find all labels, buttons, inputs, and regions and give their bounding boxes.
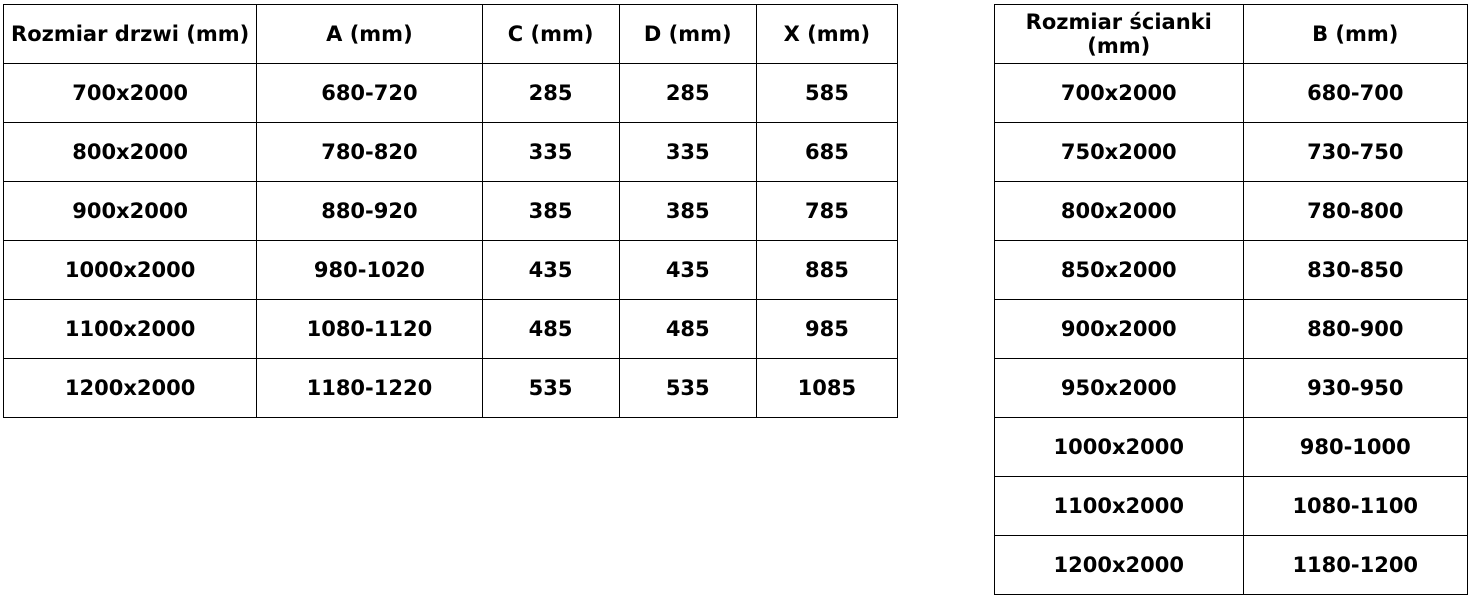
table-row xyxy=(995,418,1468,477)
table-row xyxy=(4,64,898,123)
cell-wall-size: 850x2000 xyxy=(995,241,1244,300)
cell-b: 680-700 xyxy=(1243,64,1467,123)
cell-wall-size: 750x2000 xyxy=(995,123,1244,182)
table-row xyxy=(995,536,1468,595)
table-row xyxy=(995,182,1468,241)
cell-a: 780-820 xyxy=(257,123,482,182)
cell-c: 535 xyxy=(482,359,619,418)
table-row xyxy=(995,477,1468,536)
column-header-a: A (mm) xyxy=(257,5,482,64)
cell-x: 985 xyxy=(756,300,897,359)
cell-x: 585 xyxy=(756,64,897,123)
table-row xyxy=(4,359,898,418)
column-header-door-size: Rozmiar drzwi (mm) xyxy=(4,5,257,64)
cell-wall-size: 800x2000 xyxy=(995,182,1244,241)
column-header-x: X (mm) xyxy=(756,5,897,64)
table-row xyxy=(995,123,1468,182)
cell-b: 980-1000 xyxy=(1243,418,1467,477)
cell-x: 885 xyxy=(756,241,897,300)
cell-d: 285 xyxy=(619,64,756,123)
cell-b: 930-950 xyxy=(1243,359,1467,418)
table-header-row xyxy=(995,5,1468,64)
cell-b: 1180-1200 xyxy=(1243,536,1467,595)
table-header-row xyxy=(4,5,898,64)
cell-door-size: 1000x2000 xyxy=(4,241,257,300)
cell-door-size: 1100x2000 xyxy=(4,300,257,359)
cell-x: 785 xyxy=(756,182,897,241)
table-row xyxy=(4,123,898,182)
cell-a: 980-1020 xyxy=(257,241,482,300)
cell-c: 485 xyxy=(482,300,619,359)
cell-c: 335 xyxy=(482,123,619,182)
cell-x: 1085 xyxy=(756,359,897,418)
cell-b: 830-850 xyxy=(1243,241,1467,300)
cell-door-size: 700x2000 xyxy=(4,64,257,123)
cell-d: 335 xyxy=(619,123,756,182)
column-header-b: B (mm) xyxy=(1243,5,1467,64)
column-header-c: C (mm) xyxy=(482,5,619,64)
table-row xyxy=(4,182,898,241)
cell-b: 880-900 xyxy=(1243,300,1467,359)
cell-b: 780-800 xyxy=(1243,182,1467,241)
table-row xyxy=(995,359,1468,418)
door-sizes-table xyxy=(3,4,898,418)
cell-b: 730-750 xyxy=(1243,123,1467,182)
cell-d: 485 xyxy=(619,300,756,359)
table-row xyxy=(995,64,1468,123)
cell-a: 1180-1220 xyxy=(257,359,482,418)
cell-d: 435 xyxy=(619,241,756,300)
cell-d: 535 xyxy=(619,359,756,418)
cell-wall-size: 700x2000 xyxy=(995,64,1244,123)
table-row xyxy=(4,300,898,359)
cell-a: 1080-1120 xyxy=(257,300,482,359)
cell-x: 685 xyxy=(756,123,897,182)
cell-wall-size: 1100x2000 xyxy=(995,477,1244,536)
table-row xyxy=(995,300,1468,359)
cell-c: 285 xyxy=(482,64,619,123)
cell-c: 385 xyxy=(482,182,619,241)
cell-a: 680-720 xyxy=(257,64,482,123)
table-row xyxy=(995,241,1468,300)
cell-wall-size: 950x2000 xyxy=(995,359,1244,418)
cell-a: 880-920 xyxy=(257,182,482,241)
table-row xyxy=(4,241,898,300)
cell-b: 1080-1100 xyxy=(1243,477,1467,536)
cell-wall-size: 900x2000 xyxy=(995,300,1244,359)
wall-sizes-table xyxy=(994,4,1468,595)
cell-c: 435 xyxy=(482,241,619,300)
column-header-wall-size: Rozmiar ścianki (mm) xyxy=(995,5,1244,64)
cell-d: 385 xyxy=(619,182,756,241)
cell-wall-size: 1200x2000 xyxy=(995,536,1244,595)
cell-door-size: 1200x2000 xyxy=(4,359,257,418)
cell-wall-size: 1000x2000 xyxy=(995,418,1244,477)
column-header-d: D (mm) xyxy=(619,5,756,64)
cell-door-size: 900x2000 xyxy=(4,182,257,241)
cell-door-size: 800x2000 xyxy=(4,123,257,182)
